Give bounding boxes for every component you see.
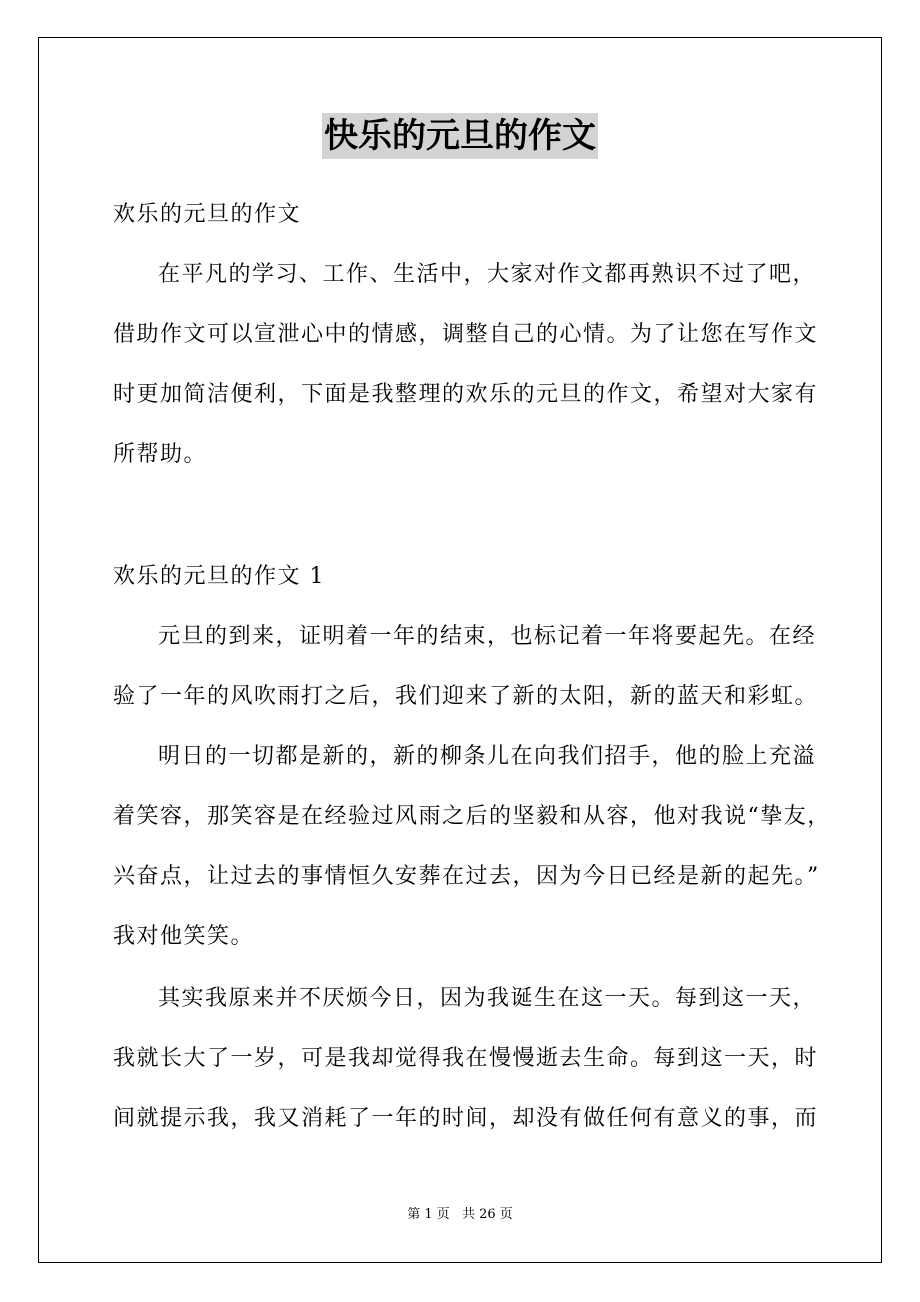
body-line-9: 间就提示我，我又消耗了一年的时间，却没有做任何有意义的事，而 — [113, 1106, 819, 1131]
body-line-3: 明日的一切都是新的，新的柳条儿在向我们招手，他的脸上充溢 — [158, 744, 817, 769]
intro-line-2: 借助作文可以宣泄心中的情感，调整自己的心情。为了让您在写作文 — [113, 322, 819, 347]
intro-line-3: 时更加简洁便利，下面是我整理的欢乐的元旦的作文，希望对大家有 — [113, 382, 819, 407]
intro-line-4: 所帮助。 — [113, 442, 208, 467]
body-line-5: 兴奋点，让过去的事情恒久安葬在过去，因为今日已经是新的起先。” — [113, 864, 820, 889]
body-line-2: 验了一年的风吹雨打之后，我们迎来了新的太阳，新的蓝天和彩虹。 — [113, 684, 819, 709]
intro-line-1: 在平凡的学习、工作、生活中，大家对作文都再熟识不过了吧， — [158, 262, 817, 287]
subtitle: 欢乐的元旦的作文 — [113, 202, 302, 227]
page-number: 第 1 页 — [407, 1207, 450, 1222]
page-footer — [0, 1206, 920, 1224]
body-line-7: 其实我原来并不厌烦今日，因为我诞生在这一天。每到这一天， — [158, 986, 817, 1011]
body-line-8: 我就长大了一岁，可是我却觉得我在慢慢逝去生命。每到这一天，时 — [113, 1046, 819, 1071]
body-line-6: 我对他笑笑。 — [113, 924, 255, 949]
document-title: 快乐的元旦的作文 — [322, 113, 598, 159]
title-container — [0, 113, 920, 159]
section-heading: 欢乐的元旦的作文 1 — [113, 564, 325, 589]
page-total: 共 26 页 — [461, 1207, 513, 1222]
body-line-1: 元旦的到来，证明着一年的结束，也标记着一年将要起先。在经 — [158, 624, 817, 649]
body-line-4: 着笑容，那笑容是在经验过风雨之后的坚毅和从容，他对我说“挚友， — [113, 804, 831, 829]
